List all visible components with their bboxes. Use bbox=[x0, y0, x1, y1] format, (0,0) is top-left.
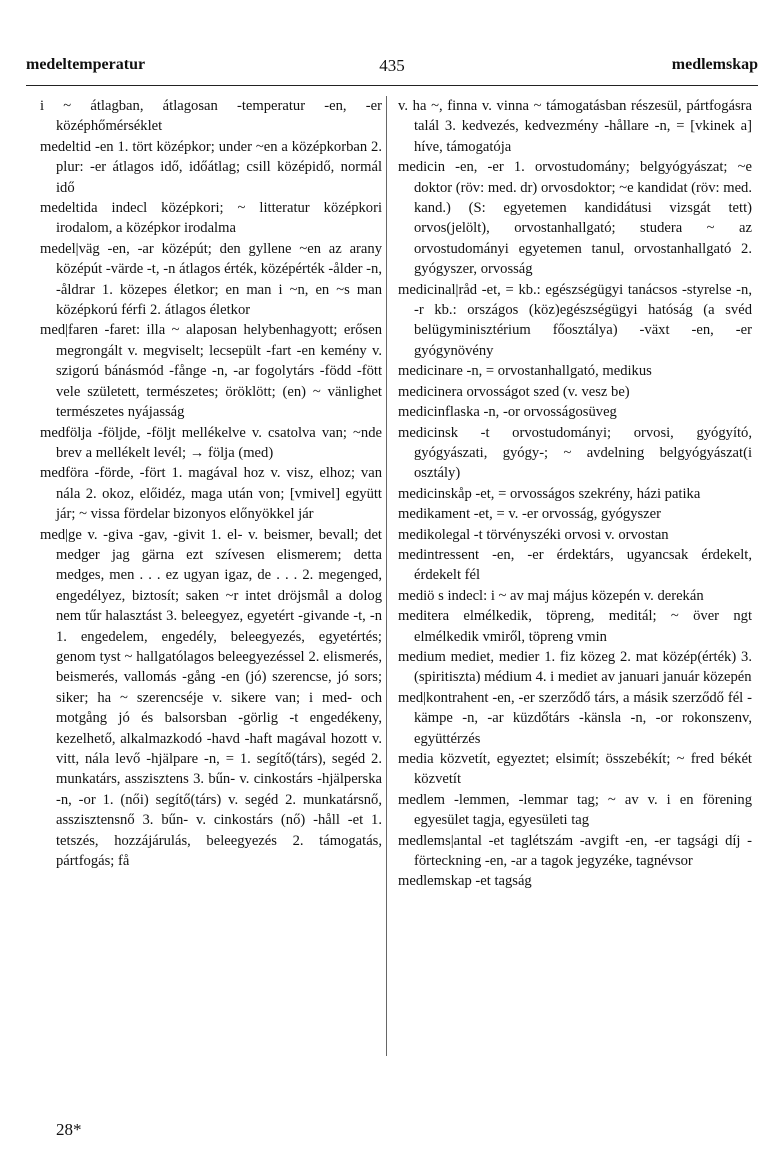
dictionary-entry: med|faren -faret: illa ~ alaposan helybenhagyott; erősen megrongált v. megviselt; lecsepült -fart -en kemény v. szigorú bánásmód -fånge -n, -ar fogolytárs -född -fött vele született, természetes; öröklött; (en) ~ vänlighet természetes nyájasság bbox=[40, 322, 382, 421]
dictionary-entry: medicinsk -t orvostudományi; orvosi, gyógyító, gyógyászati, gyógy-; ~ avdelning belgyógyászat(i osztály) bbox=[398, 424, 752, 482]
dictionary-entry: medikament -et, = v. -er orvosság, gyógyszer bbox=[398, 506, 662, 523]
right-column bbox=[398, 96, 752, 892]
dictionary-entry: medicinflaska -n, -or orvosságosüveg bbox=[398, 404, 617, 421]
dictionary-entry: medel|väg -en, -ar középút; den gyllene ~en az arany középút -värde -t, -n átlagos érték, középérték -ålder -n, -åldrar 1. közepes életkor; en man i ~n, en ~s man középkorú férfi 2. átlagos életkor bbox=[40, 240, 382, 319]
dictionary-entry: i ~ átlagban, átlagosan -temperatur -en, -er középhőmérséklet bbox=[40, 98, 382, 135]
dictionary-entry: meditera elmélkedik, töpreng, meditál; ~ över ngt elmélkedik vmiről, töpreng vmin bbox=[398, 608, 752, 645]
dictionary-entry: medicin -en, -er 1. orvostudomány; belgyógyászat; ~e doktor (röv: med. dr) orvosdoktor; ~e kandidat (röv: med. kand.) (S: egyetemen kandidátusi vizsgát tett) orvos(jelölt), orvostanhallgató; studera ~ az orvostudományi egyetemen tanul, orvostanhallgató 2. gyógyszer, orvosság bbox=[398, 159, 752, 278]
dictionary-entry: medicinal|råd -et, = kb.: egészségügyi tanácsos -styrelse -n, -r kb.: országos (köz)egészségügyi hatóság (a svéd belügyminisztérium főosztálya) -växt -en, -er gyógynövény bbox=[398, 281, 752, 359]
column-divider bbox=[386, 96, 387, 1056]
dictionary-entry: med|ge v. -giva -gav, -givit 1. el- v. beismer, bevall; det medger jag gärna ezt szívesen elismerem; detta medges, men . . . ez ugyan igaz, de . . . 2. megenged, engedélyez, biztosít; saken ~r intet dröjsmål a dolog nem tűr halasztást 3. beleegyez, egyetért -givande -t, -n 1. engedelem, engedély, beleegyezés, egyetértés; genom tyst ~ hallgatólagos beleegyezéssel 2. elismerés, beismerés, vallomás -gång -en (jó) szerencse, jó sors; siker; ha ~ szerencséje v. sikere van; i med- och motgång jó és balsorsban -görlig -t engedékeny, kezelhető, alkalmazkodó -havd -haft magával hozott v. vitt, nála levő -hjälpare -n, = 1. segítő(társ), segéd 2. munkatárs, asszisztens 3. bűn- v. cinkostárs -hjälperska -n, -or 1. (női) segítő(társ) v. segéd 2. munkatársnő, asszisztensnő 3. bűn- v. cinkostárs (nő) -håll -et 1. tetszés, hozzájárulás, beleegyezés 2. támogatás, pártfogás; få bbox=[40, 526, 382, 870]
dictionary-entry: medfölja -följde, -följt mellékelve v. csatolva van; ~nde brev a mellékelt levél; → följa (med) bbox=[40, 424, 382, 461]
dictionary-entry: medintressent -en, -er érdektárs, ugyancsak érdekelt, érdekelt fél bbox=[398, 546, 752, 584]
dictionary-entry: medikolegal -t törvényszéki orvosi v. orvostan bbox=[398, 526, 669, 543]
dictionary-entry: medlem -lemmen, -lemmar tag; ~ av v. i en förening egyesület tagja, egyesületi tag bbox=[398, 791, 752, 829]
header-rule bbox=[26, 85, 758, 86]
dictionary-entry: mediö s indecl: i ~ av maj május közepén v. derekán bbox=[398, 587, 704, 604]
dictionary-entry: med|kontrahent -en, -er szerződő társ, a másik szerződő fél -kämpe -n, -ar küzdőtárs -känsla -n, -or rokonszenv, együttérzés bbox=[398, 689, 752, 747]
signature-mark: 28* bbox=[56, 1120, 82, 1139]
dictionary-entry: v. ha ~, finna v. vinna ~ támogatásban részesül, pártfogásra talál 3. kedvezés, kedvezmény -hållare -n, = [vkinek a] híve, támogatója bbox=[398, 98, 752, 155]
dictionary-entry: media közvetít, egyeztet; elsimít; összebékít; ~ fred békét közvetít bbox=[398, 751, 752, 788]
header-left-guideword: medeltemperatur bbox=[26, 56, 146, 73]
dictionary-entry: medlems|antal -et taglétszám -avgift -en, -er tagsági díj -förteckning -en, -ar a tagok jegyzéke, tagnévsor bbox=[398, 832, 752, 870]
dictionary-entry: medicinare -n, = orvostanhallgató, medikus bbox=[398, 363, 652, 380]
running-header bbox=[26, 56, 758, 80]
header-right-guideword: medlemskap bbox=[671, 56, 758, 73]
dictionary-entry: medföra -förde, -fört 1. magával hoz v. visz, elhoz; van nála 2. okoz, előidéz, maga után von; [vmivel] együtt jár; ~ vissa fördelar bizonyos előnyökkel jár bbox=[40, 465, 382, 523]
dictionary-entry: medlemskap -et tagság bbox=[398, 873, 532, 890]
page-number: 435 bbox=[379, 56, 405, 75]
dictionary-entry: medicinera orvosságot szed (v. vesz be) bbox=[398, 383, 630, 400]
dictionary-entry: medeltid -en 1. tört középkor; under ~en a középkorban 2. plur: -er átlagos idő, időátlag; csill középidő, normál idő bbox=[40, 138, 382, 196]
dictionary-entry: medium mediet, medier 1. fiz közeg 2. mat közép(érték) 3. (spiritiszta) médium 4. i mediet av januari január közepén bbox=[398, 648, 752, 686]
dictionary-entry: medeltida indecl középkori; ~ litteratur középkori irodalom, a középkor irodalma bbox=[40, 200, 382, 237]
left-column bbox=[40, 96, 382, 871]
dictionary-entry: medicinskåp -et, = orvosságos szekrény, házi patika bbox=[398, 485, 701, 502]
